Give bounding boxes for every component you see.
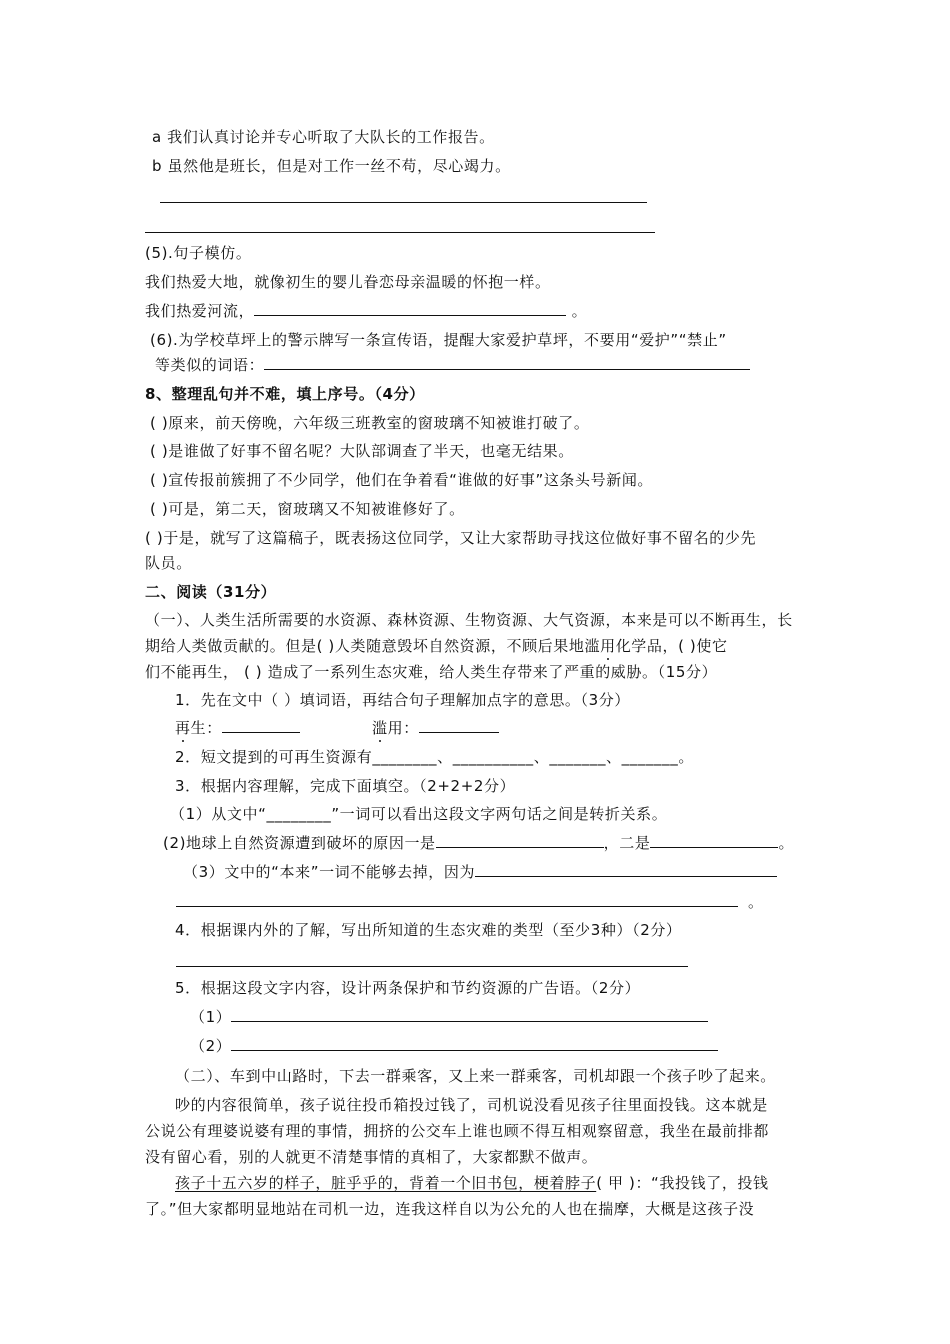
q5-example: 我们热爱大地，就像初生的婴儿眷恋母亲温暖的怀抱一样。 <box>145 273 551 291</box>
answer-line[interactable] <box>176 906 738 907</box>
passage2-line1: （二）、车到中山路时，下去一群乘客，又上来一群乘客，司机却跟一个孩子吵了起来。 <box>175 1067 776 1085</box>
reading-q5-2: （2） <box>190 1036 718 1056</box>
q3-2-blank-1[interactable] <box>436 833 604 848</box>
q3-2-blank-2[interactable] <box>650 833 778 848</box>
passage2-line2: 吵的内容很简单，孩子说往投币箱投过钱了，司机说没看见孩子往里面投钱。这本就是 <box>175 1096 768 1114</box>
reading-q3: 3．根据内容理解，完成下面填空。（2+2+2分） <box>175 777 516 795</box>
reading-q3-2: (2)地球上自然资源遭到破坏的原因一是 ，二是 。 <box>163 834 795 852</box>
q3-3-end-mark: 。 <box>748 893 764 911</box>
q5-title: (5).句子模仿。 <box>145 244 252 262</box>
reading-q3-3: （3）文中的“本来”一词不能够去掉，因为 <box>183 862 777 882</box>
q6-line1: (6).为学校草坪上的警示牌写一条宣传语，提醒大家爱护草坪，不要用“爱护”“禁止” <box>150 331 727 349</box>
passage2-line5: 孩子十五六岁的样子，脏乎乎的，背着一个旧书包，梗着脖子( 甲 )：“我投钱了，投钱 <box>175 1174 769 1192</box>
q7-item-b: b 虽然他是班长，但是对工作一丝不苟，尽心竭力。 <box>152 157 511 175</box>
answer-line[interactable] <box>176 966 688 967</box>
q5-blank[interactable] <box>254 301 566 316</box>
q5-prompt: 我们热爱河流， 。 <box>145 302 588 320</box>
passage2-line3: 公说公有理婆说婆有理的事情，拥挤的公交车上谁也顾不得互相观察留意，我坐在最前排都 <box>145 1122 770 1140</box>
reading-q5: 5．根据这段文字内容，设计两条保护和节约资源的广告语。（2分） <box>175 979 641 997</box>
q8-sentence-5-cont: 队员。 <box>145 554 192 572</box>
reading-q5-1: （1） <box>190 1007 708 1027</box>
q8-sentence-4: ( )可是，第二天，窗玻璃又不知被谁修好了。 <box>150 500 465 518</box>
reading-q2: 2．短文提到的可再生资源有________、__________、_______、_______。 <box>175 748 694 766</box>
q5-blank-1[interactable] <box>231 1007 708 1022</box>
reading-para-line1: （一）、人类生活所需要的水资源、森林资源、生物资源、大气资源，本来是可以不断再生，长 <box>145 611 793 629</box>
reading-q4: 4．根据课内外的了解，写出所知道的生态灾难的类型（至少3种）（2分） <box>175 921 682 939</box>
reading-q1-word1: 再生： <box>175 718 300 738</box>
reading-para-line2: 期给人类做贡献的。但是( )人类随意毁坏自然资源，不顾后果地滥用化学品，( )使它 <box>145 637 728 655</box>
q6-line2: 等类似的词语： <box>155 355 750 375</box>
q7-item-a: a 我们认真讨论并专心听取了大队长的工作报告。 <box>152 128 495 146</box>
reading-para-line3: 们不能再生， ( ) 造成了一系列生态灾难，给人类生存带来了严重的威胁。（15分） <box>145 663 718 681</box>
q1-blank-1[interactable] <box>222 718 300 733</box>
answer-line[interactable] <box>160 202 647 203</box>
q3-3-blank[interactable] <box>475 862 777 877</box>
reading-q1-word2: 滥用： <box>372 718 499 738</box>
reading-q3-1: （1）从文中“________”一词可以看出这段文字两句话之间是转折关系。 <box>170 805 668 823</box>
q5-blank-2[interactable] <box>231 1036 718 1051</box>
q1-blank-2[interactable] <box>419 718 499 733</box>
reading-q1: 1．先在文中（ ）填词语，再结合句子理解加点字的意思。（3分） <box>175 691 630 709</box>
q8-sentence-5: ( )于是，就写了这篇稿子，既表扬这位同学，又让大家帮助寻找这位做好事不留名的少先 <box>145 529 757 547</box>
reading-title: 二、阅读（31分） <box>145 583 277 601</box>
answer-line[interactable] <box>145 232 655 233</box>
q8-sentence-1: ( )原来，前天傍晚，六年级三班教室的窗玻璃不知被谁打破了。 <box>150 414 590 432</box>
passage2-line6: 了。”但大家都明显地站在司机一边，连我这样自以为公允的人也在揣摩，大概是这孩子没 <box>145 1200 755 1218</box>
q8-sentence-2: ( )是谁做了好事不留名呢？大队部调查了半天，也毫无结果。 <box>150 442 574 460</box>
q6-blank[interactable] <box>264 355 750 370</box>
passage2-line4: 没有留心看，别的人就更不清楚事情的真相了，大家都默不做声。 <box>145 1148 598 1166</box>
q8-sentence-3: ( )宣传报前簇拥了不少同学，他们在争着看“谁做的好事”这条头号新闻。 <box>150 471 654 489</box>
q8-title: 8、整理乱句并不难，填上序号。（4分） <box>145 385 425 403</box>
